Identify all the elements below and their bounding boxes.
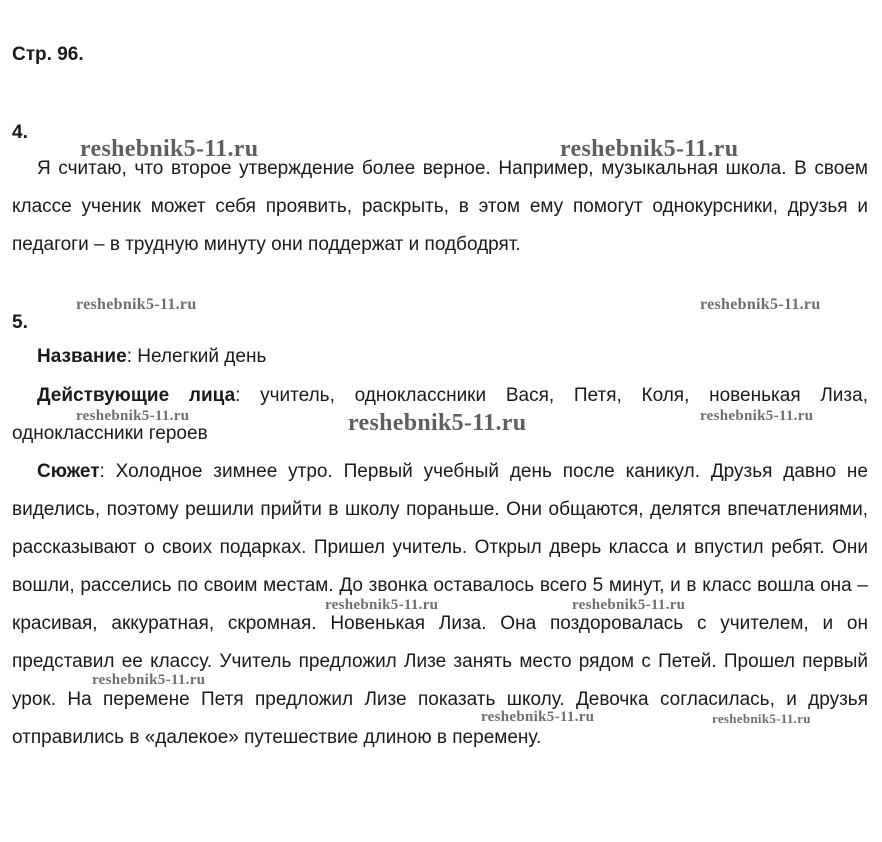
task-5-number: 5. [12,312,28,333]
watermark: reshebnik5-11.ru [572,597,686,613]
task-4-answer: Я считаю, что второе утверждение более верное. Например, музыкальная школа. В своем классе ученик может себя проявить, раскрыть, в этом ему помогут однокурсники, друзья и педагоги – в трудную минуту они поддержат и подбодрят. [12,158,868,255]
watermark: reshebnik5-11.ru [76,296,197,313]
characters-value: : учитель, одноклассники Вася, Петя, Коля, новенькая Лиза, одноклассники героев [12,385,868,444]
plot-label: Сюжет [37,461,100,482]
watermark: reshebnik5-11.ru [700,296,821,313]
watermark: reshebnik5-11.ru [712,711,811,726]
story-title-label: Название [37,346,127,367]
watermark: reshebnik5-11.ru [80,136,259,162]
characters-label: Действующие лица [37,385,236,406]
watermark: reshebnik5-11.ru [481,709,595,725]
page-reference: Стр. 96. [12,44,84,65]
plot-value: : Холодное зимнее утро. Первый учебный день после каникул. Друзья давно не виделись, поэтому решили прийти в школу пораньше. Они общаются, делятся впечатлениями, рассказывают о своих подарках. Пришел учитель. Открыл дверь класса и впустил ребят. Они вошли, расселись по своим местам. До звонка оставалось всего 5 минут, и в класс вошла она – красивая, аккуратная, скромная. Новенькая Лиза. Она поздоровалась с учителем, и он представил ее классу. Учитель предложил Лизе занять место рядом с Петей. Прошел первый урок. На перемене Петя предложил Лизе показать школу. Девочка согласилась, и друзья отправились в «далекое» путешествие длиною в перемену. [12,461,868,748]
watermark: reshebnik5-11.ru [560,136,739,162]
task-4-number: 4. [12,122,28,143]
watermark: reshebnik5-11.ru [76,408,190,424]
story-title-line [12,338,266,376]
story-title-value: : Нелегкий день [126,346,267,367]
watermark: reshebnik5-11.ru [700,408,814,424]
watermark: reshebnik5-11.ru [92,672,206,688]
watermark: reshebnik5-11.ru [348,410,527,436]
watermark: reshebnik5-11.ru [325,597,439,613]
